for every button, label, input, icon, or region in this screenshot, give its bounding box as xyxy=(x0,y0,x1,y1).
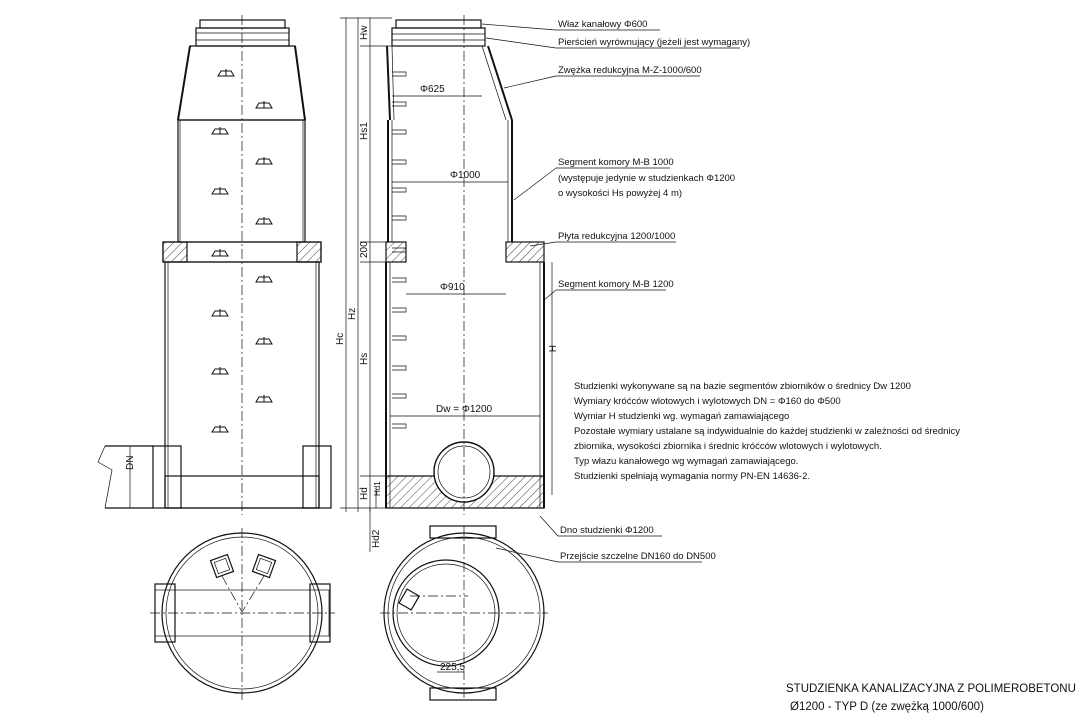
label-segment1200: Segment komory M-B 1200 xyxy=(558,279,674,290)
label-segment1000-note1: (występuje jedynie w studzienkach Φ1200 xyxy=(558,173,736,184)
plan-view-left xyxy=(150,528,335,700)
label-segment1000-note2: o wysokości Hs powyżej 4 m) xyxy=(558,188,683,199)
title-block xyxy=(786,683,1076,713)
dim-h: H xyxy=(546,345,557,353)
dim-hs: Hs xyxy=(359,352,370,365)
dim-hc: Hc xyxy=(335,332,346,345)
reducer-cone xyxy=(178,46,305,120)
notes-block xyxy=(574,381,960,482)
dim-hd1: Hd1 xyxy=(373,481,382,496)
dim-hd2: Hd2 xyxy=(371,529,382,548)
dim-200: 200 xyxy=(359,241,370,258)
elevation-view xyxy=(98,15,331,515)
dim-d1000: Φ1000 xyxy=(450,170,481,181)
note-1: Studzienki wykonywane są na bazie segmentów zbiorników o średnicy Dw 1200 xyxy=(574,381,911,392)
label-plyta: Płyta redukcyjna 1200/1000 xyxy=(558,231,676,242)
label-dno: Dno studzienki Φ1200 xyxy=(560,525,654,536)
section-view xyxy=(386,15,544,515)
plan-view-right xyxy=(380,526,548,700)
title-line1: STUDZIENKA KANALIZACYJNA Z POLIMEROBETONU xyxy=(786,683,1076,695)
pipe-right xyxy=(303,446,331,508)
segment-1000 xyxy=(178,120,305,242)
dim-d910: Φ910 xyxy=(440,282,465,293)
note-7: Studzienki spełniają wymagania normy PN-EN 14636-2. xyxy=(574,471,811,482)
dim-dn: DN xyxy=(125,455,136,470)
dim-dw: Dw = Φ1200 xyxy=(436,404,493,415)
label-pierscien: Pierścień wyrównujący (jeżeli jest wymagany) xyxy=(558,37,751,48)
note-5: zbiornika, wysokości zbiornika i średnic króćców wlotowych i wylotowych. xyxy=(574,441,882,452)
label-wlaz: Właz kanałowy Φ600 xyxy=(558,19,648,30)
dim-d625: Φ625 xyxy=(420,84,445,95)
label-segment1000: Segment komory M-B 1000 xyxy=(558,157,674,168)
note-3: Wymiar H studzienki wg. wymagań zamawiającego xyxy=(574,411,790,422)
label-przejscie: Przejście szczelne DN160 do DN500 xyxy=(560,551,716,562)
note-2: Wymiary króćców wlotowych i wylotowych DN = Φ160 do Φ500 xyxy=(574,396,841,407)
dim-hd: Hd xyxy=(359,487,370,500)
dim-hs1: Hs1 xyxy=(359,122,370,140)
dim-hz: Hz xyxy=(347,307,358,320)
leveling-ring xyxy=(196,28,289,46)
dim-225: 225,5 xyxy=(440,662,466,673)
section-cover xyxy=(396,20,481,28)
label-zwezka: Zwężka redukcyjna M-Z-1000/600 xyxy=(558,65,702,76)
title-line2: Ø1200 - TYP D (ze zwężką 1000/600) xyxy=(790,701,984,713)
pipe-left xyxy=(153,446,181,508)
note-4: Pozostałe wymiary ustalane są indywidualnie do każdej studzienki w zależności od średnicy xyxy=(574,426,961,437)
note-6: Typ włazu kanałowego wg wymagań zamawiającego. xyxy=(574,456,799,467)
dim-hw: Hw xyxy=(359,25,370,40)
manhole-cover xyxy=(200,20,285,28)
